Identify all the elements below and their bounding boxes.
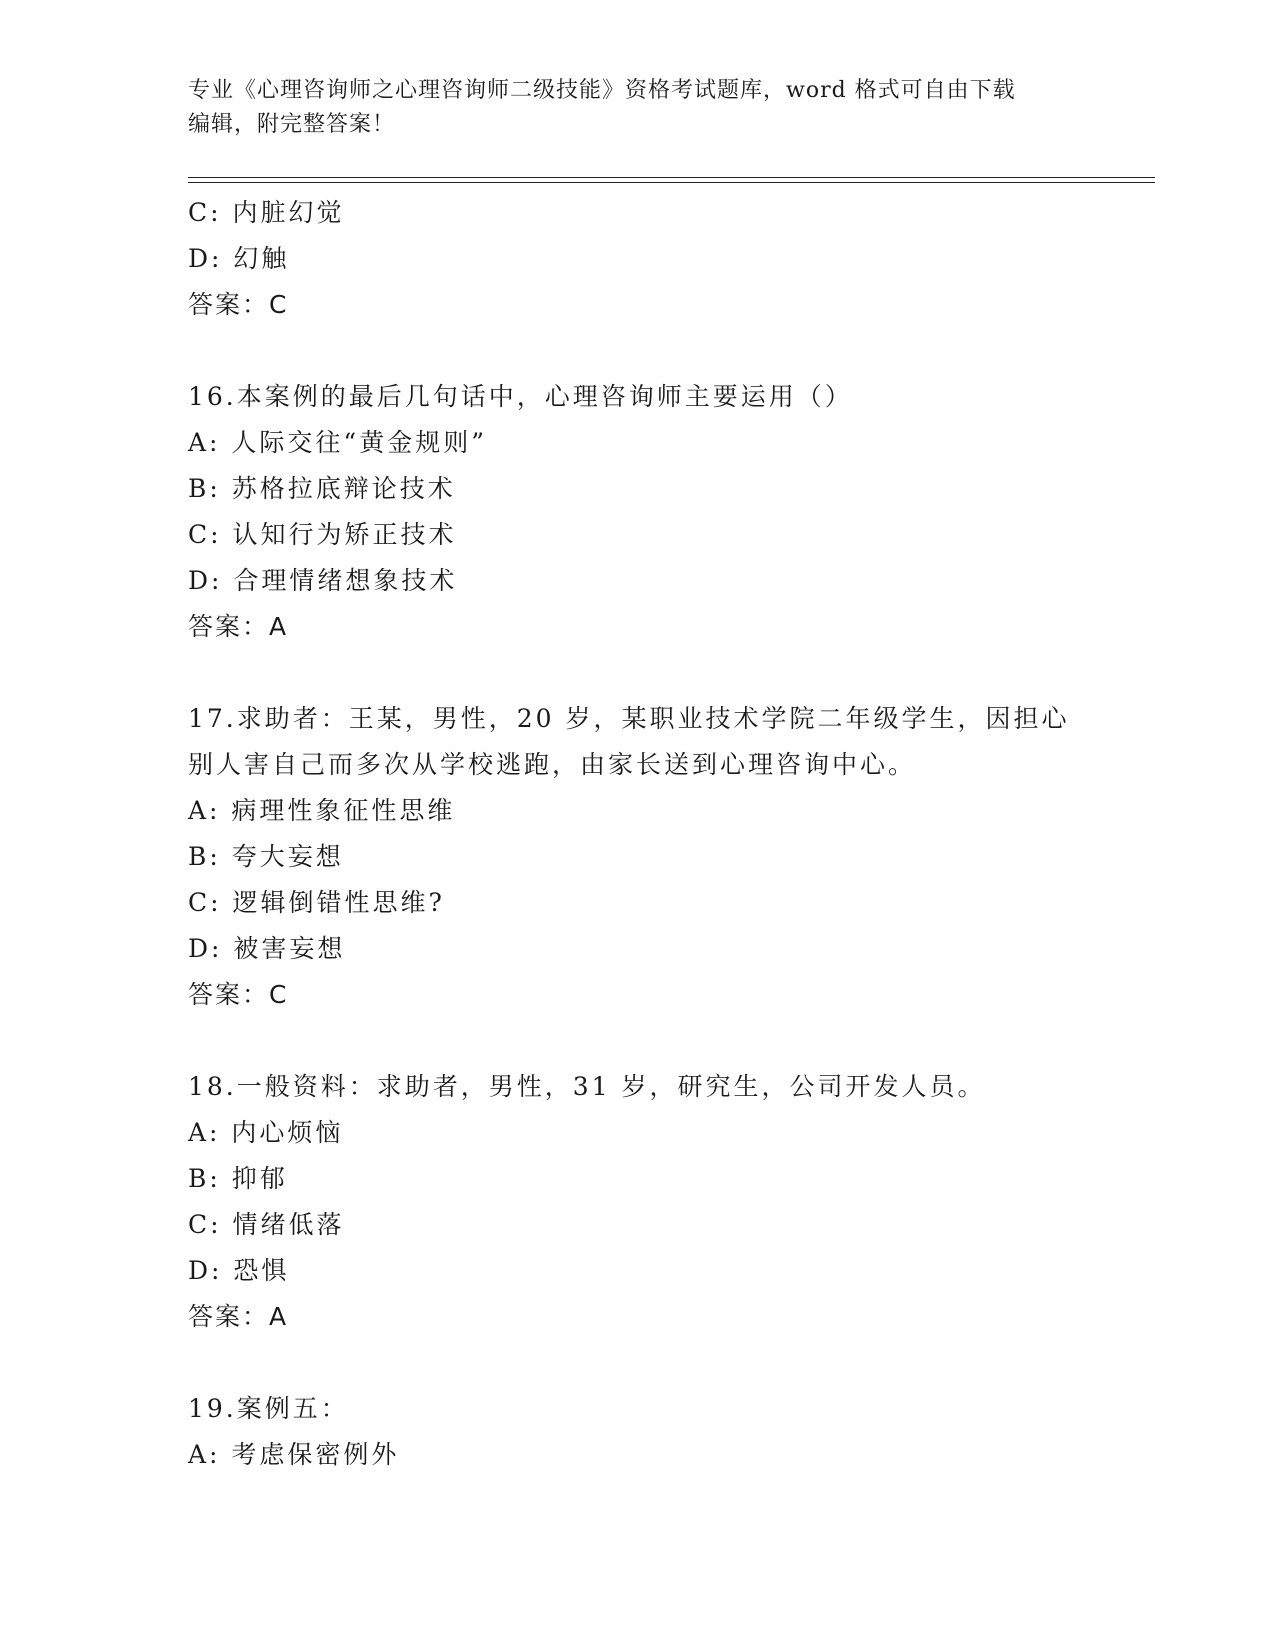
question-list xyxy=(188,190,1088,1478)
header-line-1: 专业《心理咨询师之心理咨询师二级技能》资格考试题库，word 格式可自由下载 xyxy=(188,78,1016,103)
option-b: B: 抑郁 xyxy=(188,1164,288,1193)
question-19 xyxy=(188,1386,1088,1478)
header-rule-top xyxy=(188,177,1155,178)
option-d: D: 恐惧 xyxy=(188,1256,290,1285)
question-stem-line-1: 17.求助者：王某，男性，20 岁，某职业技术学院二年级学生，因担心 xyxy=(188,704,1070,733)
answer-line: 答案：C xyxy=(188,290,289,319)
option-d: D: 幻触 xyxy=(188,244,290,273)
answer-line: 答案：A xyxy=(188,1302,289,1331)
header-rule-bottom xyxy=(188,182,1155,183)
question-18 xyxy=(188,1064,1088,1340)
answer-line: 答案：A xyxy=(188,612,289,641)
question-stem: 18.一般资料：求助者，男性，31 岁，研究生，公司开发人员。 xyxy=(188,1072,986,1101)
header-line-2: 编辑，附完整答案！ xyxy=(188,112,396,137)
option-b: B: 夸大妄想 xyxy=(188,842,344,871)
option-c: C: 内脏幻觉 xyxy=(188,198,345,227)
option-a: A: 人际交往“黄金规则” xyxy=(188,428,487,457)
option-c: C: 情绪低落 xyxy=(188,1210,345,1239)
option-a: A: 内心烦恼 xyxy=(188,1118,344,1147)
spacer xyxy=(188,650,1088,696)
option-c: C: 认知行为矫正技术 xyxy=(188,520,457,549)
spacer xyxy=(188,1018,1088,1064)
question-stem-line-2: 别人害自己而多次从学校逃跑，由家长送到心理咨询中心。 xyxy=(188,750,917,779)
answer-line: 答案：C xyxy=(188,980,289,1009)
question-stem: 16.本案例的最后几句话中，心理咨询师主要运用（） xyxy=(188,382,853,411)
option-a: A: 考虑保密例外 xyxy=(188,1440,400,1469)
option-a: A: 病理性象征性思维 xyxy=(188,796,456,825)
document-header xyxy=(188,74,1068,142)
question-16 xyxy=(188,374,1088,650)
question-stem: 19.案例五： xyxy=(188,1394,349,1423)
option-d: D: 被害妄想 xyxy=(188,934,346,963)
question-15-tail xyxy=(188,190,1088,328)
spacer xyxy=(188,1340,1088,1386)
option-d: D: 合理情绪想象技术 xyxy=(188,566,458,595)
option-b: B: 苏格拉底辩论技术 xyxy=(188,474,456,503)
option-c: C: 逻辑倒错性思维? xyxy=(188,888,445,917)
spacer xyxy=(188,328,1088,374)
question-17 xyxy=(188,696,1088,1018)
